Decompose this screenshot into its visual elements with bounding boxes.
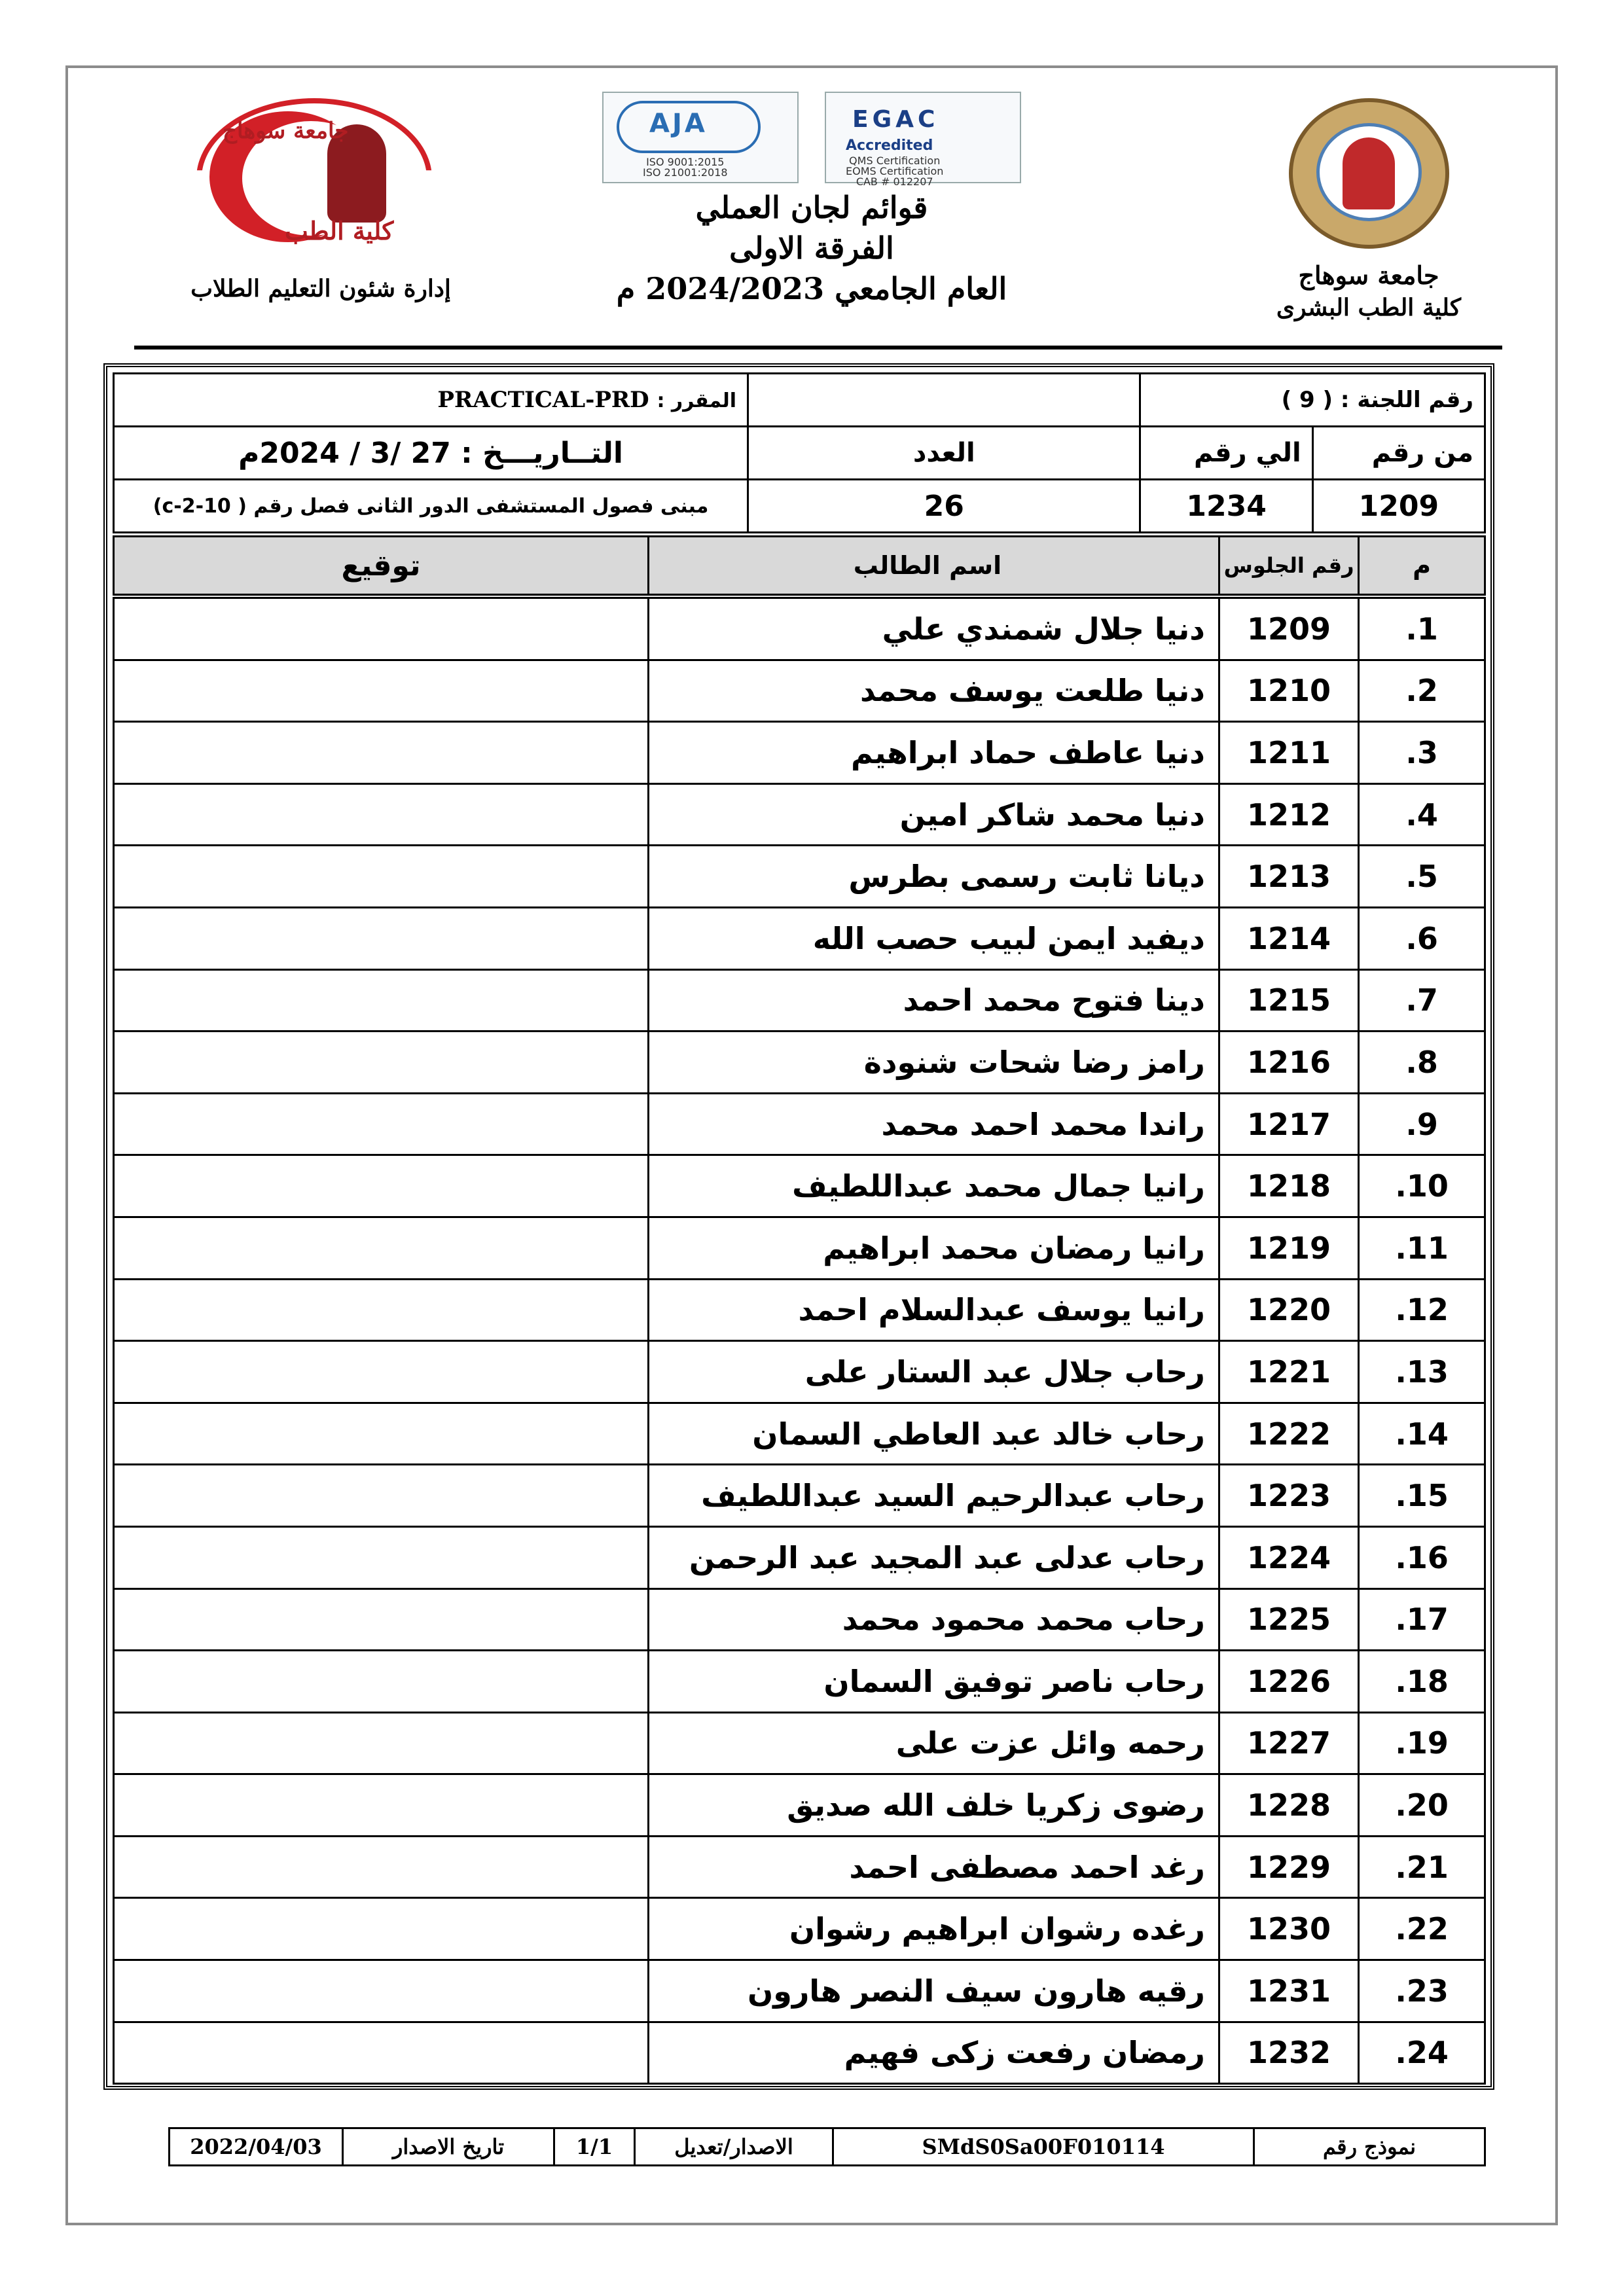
students-table [113, 535, 1486, 2085]
row-seat-number: 1224 [1219, 1526, 1358, 1588]
row-seat-number: 1221 [1219, 1341, 1358, 1403]
row-signature-cell [114, 2022, 649, 2084]
table-row [114, 2022, 1485, 2084]
university-name: جامعة سوهاج [1298, 260, 1439, 290]
issue-date-label: تاريخ الاصدار [343, 2128, 554, 2166]
row-seat-number: 1213 [1219, 846, 1358, 908]
row-student-name: رانيا يوسف عبدالسلام احمد [649, 1279, 1219, 1341]
row-index: 14. [1359, 1403, 1485, 1465]
row-student-name: دنيا محمد شاكر امين [649, 783, 1219, 846]
logo-text-top: جامعة سوهاج [223, 118, 349, 144]
row-student-name: رقيه هارون سيف النصر هارون [649, 1960, 1219, 2022]
table-row [114, 1341, 1485, 1403]
row-index: 4. [1359, 783, 1485, 846]
row-index: 17. [1359, 1588, 1485, 1651]
form-footer-table [168, 2127, 1486, 2166]
row-student-name: راندا محمد احمد محمد [649, 1093, 1219, 1155]
row-index: 1. [1359, 596, 1485, 660]
table-row [114, 1960, 1485, 2022]
row-seat-number: 1217 [1219, 1093, 1358, 1155]
row-student-name: رغده رشوان ابراهيم رشوان [649, 1898, 1219, 1960]
row-signature-cell [114, 1526, 649, 1588]
table-row [114, 783, 1485, 846]
row-signature-cell [114, 1093, 649, 1155]
department-name: إدارة شئون التعليم الطلاب [190, 275, 451, 302]
table-row [114, 1588, 1485, 1651]
count-label: العدد [748, 427, 1140, 480]
table-row [114, 1217, 1485, 1279]
count-value: 26 [748, 480, 1140, 533]
date-value: 27 /3 / 2024م [238, 436, 451, 470]
table-row [114, 846, 1485, 908]
row-student-name: رحاب جلال عبد الستار على [649, 1341, 1219, 1403]
row-index: 23. [1359, 1960, 1485, 2022]
title-line-1: قوائم لجان العملي [695, 190, 928, 225]
row-student-name: ديفيد ايمن لبيب حصب الله [649, 907, 1219, 969]
committee-number: رقم اللجنة : ( 9 ) [1140, 374, 1485, 427]
row-signature-cell [114, 1341, 649, 1403]
row-student-name: رحاب عدلى عبد المجيد عبد الرحمن [649, 1526, 1219, 1588]
issue-date-value: 2022/04/03 [170, 2128, 343, 2166]
table-row [114, 1093, 1485, 1155]
row-student-name: ديانا ثابت رسمى بطرس [649, 846, 1219, 908]
row-seat-number: 1229 [1219, 1836, 1358, 1898]
row-signature-cell [114, 1836, 649, 1898]
header-index: م [1359, 537, 1485, 597]
row-signature-cell [114, 846, 649, 908]
row-seat-number: 1228 [1219, 1774, 1358, 1837]
table-row [114, 1836, 1485, 1898]
row-student-name: رانيا جمال محمد عبداللطيف [649, 1155, 1219, 1217]
logo-text-bottom: كلية الطب [285, 216, 394, 245]
row-index: 16. [1359, 1526, 1485, 1588]
accreditation-logos [511, 92, 1113, 188]
issue-value: 1/1 [554, 2128, 635, 2166]
row-signature-cell [114, 722, 649, 784]
row-index: 22. [1359, 1898, 1485, 1960]
form-number-value: SMdS0Sa00F010114 [833, 2128, 1254, 2166]
row-index: 3. [1359, 722, 1485, 784]
row-signature-cell [114, 907, 649, 969]
row-signature-cell [114, 1898, 649, 1960]
table-row [114, 1403, 1485, 1465]
from-label: من رقم [1312, 427, 1485, 480]
students-rows [114, 596, 1485, 2084]
to-label: الي رقم [1140, 427, 1312, 480]
row-index: 7. [1359, 969, 1485, 1031]
committee-info-table [113, 372, 1486, 533]
row-seat-number: 1231 [1219, 1960, 1358, 2022]
row-seat-number: 1215 [1219, 969, 1358, 1031]
row-signature-cell [114, 1588, 649, 1651]
course-label: المقرر : [657, 389, 737, 412]
row-signature-cell [114, 1712, 649, 1774]
table-row [114, 1898, 1485, 1960]
table-row [114, 722, 1485, 784]
row-student-name: دنيا جلال شمندي علي [649, 596, 1219, 660]
row-signature-cell [114, 596, 649, 660]
row-signature-cell [114, 1155, 649, 1217]
row-student-name: رضوى زكريا خلف الله صديق [649, 1774, 1219, 1837]
table-row [114, 1712, 1485, 1774]
row-signature-cell [114, 1031, 649, 1094]
row-seat-number: 1218 [1219, 1155, 1358, 1217]
row-signature-cell [114, 969, 649, 1031]
table-row [114, 1155, 1485, 1217]
document-title-block [511, 92, 1113, 306]
aja-accreditation-logo: AJA ISO 9001:2015 ISO 21001:2018 [602, 92, 799, 183]
row-seat-number: 1220 [1219, 1279, 1358, 1341]
date-cell [114, 427, 748, 480]
university-seal-logo [1289, 98, 1449, 249]
row-signature-cell [114, 1403, 649, 1465]
faculty-header [151, 98, 491, 302]
row-index: 11. [1359, 1217, 1485, 1279]
row-seat-number: 1225 [1219, 1588, 1358, 1651]
row-student-name: دينا فتوح محمد احمد [649, 969, 1219, 1031]
row-signature-cell [114, 1960, 649, 2022]
table-row [114, 596, 1485, 660]
row-seat-number: 1232 [1219, 2022, 1358, 2084]
row-signature-cell [114, 1774, 649, 1837]
row-seat-number: 1222 [1219, 1403, 1358, 1465]
row-signature-cell [114, 1465, 649, 1527]
row-index: 9. [1359, 1093, 1485, 1155]
row-index: 12. [1359, 1279, 1485, 1341]
row-seat-number: 1210 [1219, 660, 1358, 722]
title-line-3: العام الجامعي 2024/2023 م [616, 271, 1007, 306]
row-student-name: رحاب ناصر توفيق السمان [649, 1651, 1219, 1713]
header-divider [134, 346, 1502, 350]
row-seat-number: 1214 [1219, 907, 1358, 969]
row-index: 18. [1359, 1651, 1485, 1713]
row-index: 24. [1359, 2022, 1485, 2084]
row-seat-number: 1209 [1219, 596, 1358, 660]
row-index: 20. [1359, 1774, 1485, 1837]
row-seat-number: 1212 [1219, 783, 1358, 846]
header-student-name: اسم الطالب [649, 537, 1219, 597]
row-student-name: رحاب عبدالرحيم السيد عبداللطيف [649, 1465, 1219, 1527]
row-student-name: رحمه وائل عزت على [649, 1712, 1219, 1774]
header-signature: توقيع [114, 537, 649, 597]
row-index: 13. [1359, 1341, 1485, 1403]
row-seat-number: 1211 [1219, 722, 1358, 784]
faculty-name: كلية الطب البشرى [1276, 294, 1462, 321]
table-row [114, 907, 1485, 969]
date-label: التــاريـــخ : [461, 436, 623, 470]
row-seat-number: 1230 [1219, 1898, 1358, 1960]
header-seat-number: رقم الجلوس [1219, 537, 1358, 597]
issue-label: الاصدار/تعديل [635, 2128, 833, 2166]
from-value: 1209 [1312, 480, 1485, 533]
row-student-name: رحاب محمد محمود محمد [649, 1588, 1219, 1651]
row-seat-number: 1223 [1219, 1465, 1358, 1527]
row-seat-number: 1226 [1219, 1651, 1358, 1713]
row-index: 15. [1359, 1465, 1485, 1527]
row-index: 8. [1359, 1031, 1485, 1094]
row-signature-cell [114, 1651, 649, 1713]
row-signature-cell [114, 1279, 649, 1341]
row-index: 5. [1359, 846, 1485, 908]
row-signature-cell [114, 660, 649, 722]
table-row [114, 1774, 1485, 1837]
exam-location: مبنى فصول المستشفى الدور الثانى فصل رقم ( 10-2-c) [114, 480, 748, 533]
row-student-name: دنيا عاطف حماد ابراهيم [649, 722, 1219, 784]
row-student-name: رغد احمد مصطفى احمد [649, 1836, 1219, 1898]
table-row [114, 1465, 1485, 1527]
row-student-name: رمضان رفعت زكى فهيم [649, 2022, 1219, 2084]
row-index: 21. [1359, 1836, 1485, 1898]
table-row [114, 1279, 1485, 1341]
row-seat-number: 1219 [1219, 1217, 1358, 1279]
egac-accreditation-logo: EGAC Accredited QMS Certification EOMS Certification CAB # 012207 [825, 92, 1021, 183]
row-index: 2. [1359, 660, 1485, 722]
university-header [1264, 98, 1473, 321]
row-student-name: رحاب خالد عبد العاطي السمان [649, 1403, 1219, 1465]
row-index: 6. [1359, 907, 1485, 969]
row-student-name: رانيا رمضان محمد ابراهيم [649, 1217, 1219, 1279]
row-student-name: رامز رضا شحات شنودة [649, 1031, 1219, 1094]
row-signature-cell [114, 1217, 649, 1279]
faculty-logo [196, 98, 445, 262]
row-seat-number: 1227 [1219, 1712, 1358, 1774]
form-number-label: نموذج رقم [1254, 2128, 1485, 2166]
table-row [114, 1526, 1485, 1588]
row-index: 19. [1359, 1712, 1485, 1774]
table-row [114, 969, 1485, 1031]
row-student-name: دنيا طلعت يوسف محمد [649, 660, 1219, 722]
table-row [114, 660, 1485, 722]
title-line-2: الفرقة الاولى [729, 230, 894, 266]
row-signature-cell [114, 783, 649, 846]
course-cell [114, 374, 748, 427]
row-seat-number: 1216 [1219, 1031, 1358, 1094]
table-row [114, 1031, 1485, 1094]
course-value: PRACTICAL-PRD [437, 387, 649, 413]
row-index: 10. [1359, 1155, 1485, 1217]
to-value: 1234 [1140, 480, 1312, 533]
table-row [114, 1651, 1485, 1713]
